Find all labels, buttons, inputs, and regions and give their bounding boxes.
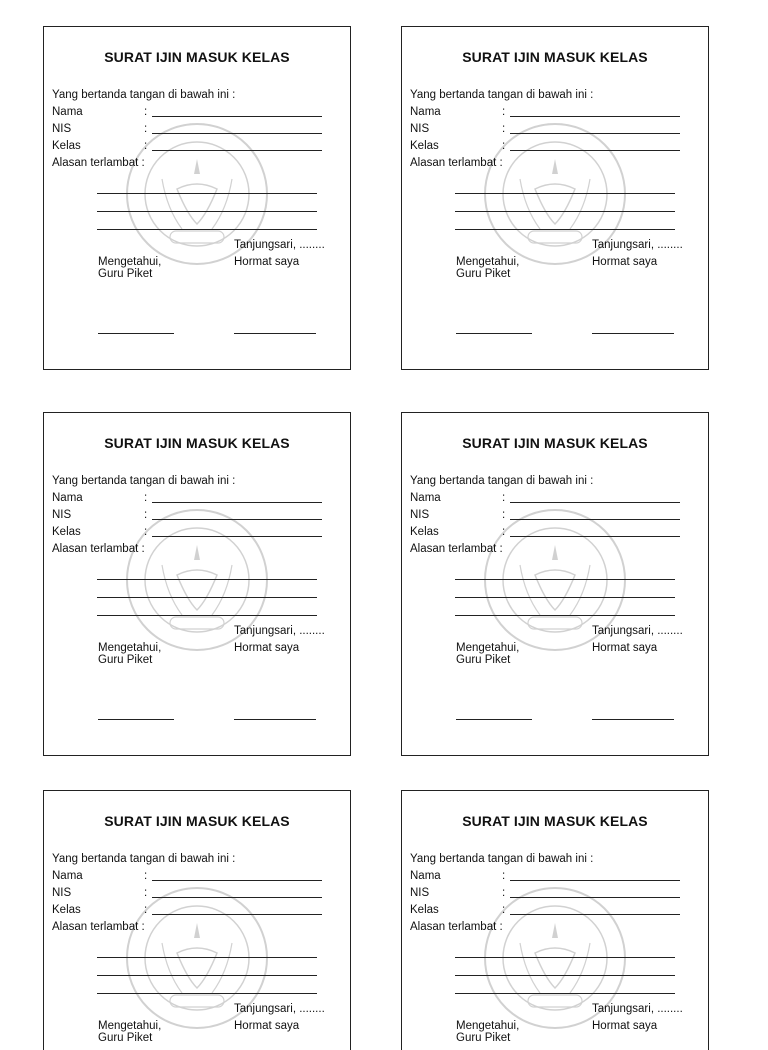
reason-label: Alasan terlambat : <box>52 157 145 169</box>
reason-fill-line[interactable] <box>455 176 675 194</box>
acknowledgement-block <box>456 256 519 280</box>
reason-fill-line[interactable] <box>455 976 675 994</box>
reason-label: Alasan terlambat : <box>52 543 145 555</box>
picket-teacher-label: Guru Piket <box>456 268 511 280</box>
field-row-kelas <box>410 524 700 541</box>
place-date: Tanjungsari, ........ <box>592 1003 683 1015</box>
acknowledgement-block <box>98 642 161 666</box>
field-label: Nama <box>52 106 83 118</box>
intro-text: Yang bertanda tangan di bawah ini : <box>52 89 236 101</box>
reason-lines <box>97 940 342 994</box>
class-fill-line[interactable] <box>152 138 322 151</box>
field-row-kelas <box>410 902 700 919</box>
place-date: Tanjungsari, ........ <box>592 239 683 251</box>
form-body <box>52 473 342 616</box>
reason-label: Alasan terlambat : <box>410 543 503 555</box>
field-row-nama <box>52 868 342 885</box>
form-body <box>52 87 342 230</box>
reason-label: Alasan terlambat : <box>52 921 145 933</box>
form-body <box>410 851 700 994</box>
respectfully-label: Hormat saya <box>592 1020 658 1032</box>
acknowledgement-block <box>456 642 519 666</box>
field-label: Kelas <box>410 904 439 916</box>
intro-text: Yang bertanda tangan di bawah ini : <box>410 89 594 101</box>
respectfully-label: Hormat saya <box>234 256 300 268</box>
field-label: Kelas <box>410 526 439 538</box>
field-row-nis <box>52 121 342 138</box>
field-colon: : <box>502 106 506 118</box>
picket-teacher-label: Guru Piket <box>98 1032 153 1044</box>
reason-lines <box>455 176 700 230</box>
name-fill-line[interactable] <box>152 104 322 117</box>
reason-fill-line[interactable] <box>455 940 675 958</box>
intro-text: Yang bertanda tangan di bawah ini : <box>410 475 594 487</box>
nis-fill-line[interactable] <box>510 885 680 898</box>
place-date: Tanjungsari, ........ <box>234 1003 325 1015</box>
name-fill-line[interactable] <box>152 490 322 503</box>
reason-lines <box>455 562 700 616</box>
field-row-nama <box>52 490 342 507</box>
reason-fill-line[interactable] <box>455 212 675 230</box>
reason-fill-line[interactable] <box>97 976 317 994</box>
reason-fill-line[interactable] <box>97 940 317 958</box>
reason-lines <box>97 176 342 230</box>
field-colon: : <box>144 526 148 538</box>
field-colon: : <box>144 140 148 152</box>
field-colon: : <box>502 870 506 882</box>
form-title: SURAT IJIN MASUK KELAS <box>104 435 290 451</box>
place-date: Tanjungsari, ........ <box>234 625 325 637</box>
picket-teacher-signature-line[interactable] <box>456 719 532 720</box>
permit-card-1 <box>43 26 351 370</box>
permit-card-2 <box>401 26 709 370</box>
name-fill-line[interactable] <box>510 104 680 117</box>
field-label: Kelas <box>410 140 439 152</box>
nis-fill-line[interactable] <box>152 885 322 898</box>
field-row-nis <box>410 885 700 902</box>
permit-card-6 <box>401 790 709 1050</box>
reason-lines <box>97 562 342 616</box>
reason-label: Alasan terlambat : <box>410 921 503 933</box>
respectfully-label: Hormat saya <box>234 1020 300 1032</box>
field-label: NIS <box>52 509 72 521</box>
reason-fill-line[interactable] <box>97 194 317 212</box>
intro-text: Yang bertanda tangan di bawah ini : <box>410 853 594 865</box>
acknowledgement-block <box>98 256 161 280</box>
field-label: NIS <box>52 123 72 135</box>
field-colon: : <box>144 904 148 916</box>
reason-fill-line[interactable] <box>97 212 317 230</box>
field-row-nis <box>410 507 700 524</box>
permit-card-5 <box>43 790 351 1050</box>
field-label: Kelas <box>52 904 81 916</box>
field-row-kelas <box>52 524 342 541</box>
student-signature-line[interactable] <box>234 719 316 720</box>
permit-card-4 <box>401 412 709 756</box>
field-label: Nama <box>52 492 83 504</box>
field-colon: : <box>502 123 506 135</box>
acknowledged-label: Mengetahui, <box>456 256 520 268</box>
field-label: NIS <box>410 509 430 521</box>
field-label: Nama <box>410 106 441 118</box>
reason-fill-line[interactable] <box>455 958 675 976</box>
class-fill-line[interactable] <box>152 902 322 915</box>
form-title: SURAT IJIN MASUK KELAS <box>104 813 290 829</box>
field-row-nis <box>52 885 342 902</box>
respectfully-label: Hormat saya <box>234 642 300 654</box>
field-colon: : <box>144 123 148 135</box>
picket-teacher-label: Guru Piket <box>456 1032 511 1044</box>
field-colon: : <box>502 492 506 504</box>
field-row-kelas <box>52 138 342 155</box>
nis-fill-line[interactable] <box>152 121 322 134</box>
form-title: SURAT IJIN MASUK KELAS <box>462 813 648 829</box>
form-body <box>410 87 700 230</box>
nis-fill-line[interactable] <box>510 507 680 520</box>
field-label: NIS <box>410 123 430 135</box>
field-row-nama <box>410 868 700 885</box>
reason-fill-line[interactable] <box>97 580 317 598</box>
reason-fill-line[interactable] <box>455 194 675 212</box>
form-title: SURAT IJIN MASUK KELAS <box>104 49 290 65</box>
field-row-nis <box>52 507 342 524</box>
acknowledged-label: Mengetahui, <box>456 1020 520 1032</box>
field-colon: : <box>502 140 506 152</box>
form-body <box>52 851 342 994</box>
nis-fill-line[interactable] <box>152 507 322 520</box>
field-row-nama <box>410 104 700 121</box>
field-label: Nama <box>410 870 441 882</box>
reason-fill-line[interactable] <box>455 562 675 580</box>
reason-fill-line[interactable] <box>97 598 317 616</box>
nis-fill-line[interactable] <box>510 121 680 134</box>
name-fill-line[interactable] <box>510 868 680 881</box>
student-signature-line[interactable] <box>592 719 674 720</box>
reason-fill-line[interactable] <box>455 580 675 598</box>
field-colon: : <box>144 509 148 521</box>
class-fill-line[interactable] <box>510 524 680 537</box>
field-colon: : <box>502 887 506 899</box>
field-label: Kelas <box>52 526 81 538</box>
field-label: Nama <box>52 870 83 882</box>
reason-label: Alasan terlambat : <box>410 157 503 169</box>
student-signature-line[interactable] <box>592 333 674 334</box>
field-row-kelas <box>52 902 342 919</box>
reason-lines <box>455 940 700 994</box>
field-label: Nama <box>410 492 441 504</box>
picket-teacher-label: Guru Piket <box>98 268 153 280</box>
picket-teacher-signature-line[interactable] <box>456 333 532 334</box>
acknowledged-label: Mengetahui, <box>98 256 162 268</box>
field-label: NIS <box>52 887 72 899</box>
field-row-nama <box>410 490 700 507</box>
permit-card-3 <box>43 412 351 756</box>
reason-fill-line[interactable] <box>97 958 317 976</box>
field-row-nama <box>52 104 342 121</box>
form-title: SURAT IJIN MASUK KELAS <box>462 435 648 451</box>
place-date: Tanjungsari, ........ <box>592 625 683 637</box>
picket-teacher-signature-line[interactable] <box>98 719 174 720</box>
acknowledged-label: Mengetahui, <box>98 1020 162 1032</box>
name-fill-line[interactable] <box>152 868 322 881</box>
name-fill-line[interactable] <box>510 490 680 503</box>
student-signature-line[interactable] <box>234 333 316 334</box>
class-fill-line[interactable] <box>152 524 322 537</box>
respectfully-label: Hormat saya <box>592 642 658 654</box>
field-label: NIS <box>410 887 430 899</box>
field-colon: : <box>502 509 506 521</box>
reason-fill-line[interactable] <box>97 562 317 580</box>
field-colon: : <box>144 870 148 882</box>
picket-teacher-signature-line[interactable] <box>98 333 174 334</box>
class-fill-line[interactable] <box>510 138 680 151</box>
form-body <box>410 473 700 616</box>
intro-text: Yang bertanda tangan di bawah ini : <box>52 853 236 865</box>
field-colon: : <box>144 106 148 118</box>
reason-fill-line[interactable] <box>455 598 675 616</box>
field-colon: : <box>144 887 148 899</box>
acknowledged-label: Mengetahui, <box>456 642 520 654</box>
form-title: SURAT IJIN MASUK KELAS <box>462 49 648 65</box>
field-colon: : <box>502 904 506 916</box>
field-label: Kelas <box>52 140 81 152</box>
field-colon: : <box>144 492 148 504</box>
intro-text: Yang bertanda tangan di bawah ini : <box>52 475 236 487</box>
reason-fill-line[interactable] <box>97 176 317 194</box>
respectfully-label: Hormat saya <box>592 256 658 268</box>
acknowledged-label: Mengetahui, <box>98 642 162 654</box>
class-fill-line[interactable] <box>510 902 680 915</box>
place-date: Tanjungsari, ........ <box>234 239 325 251</box>
field-colon: : <box>502 526 506 538</box>
picket-teacher-label: Guru Piket <box>98 654 153 666</box>
field-row-kelas <box>410 138 700 155</box>
picket-teacher-label: Guru Piket <box>456 654 511 666</box>
field-row-nis <box>410 121 700 138</box>
